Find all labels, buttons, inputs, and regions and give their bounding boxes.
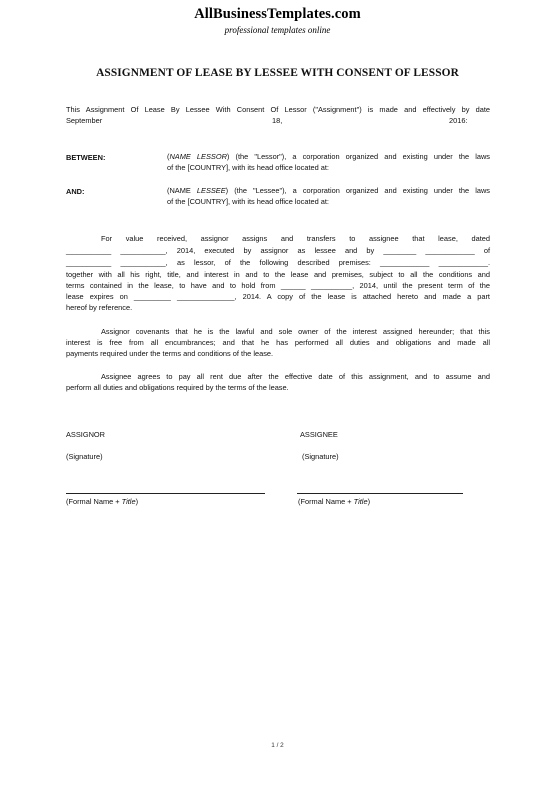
lessee-name-prefix: (NAME: [167, 186, 191, 195]
page-number: 1 / 2: [271, 742, 284, 749]
lessor-line-1: (NAME LESSOR) (the "Lessor"), a corporation organized and existing under the laws: [167, 152, 491, 161]
assignee-signature-line: [297, 493, 463, 494]
lessor-line-2: of the [COUNTRY], with its head office located at:: [167, 163, 329, 172]
para1-line-1: For value received, assignor assigns and transfers to assignee that lease, dated: [101, 234, 490, 243]
brand-name-bold: AllBusiness: [194, 6, 268, 22]
assignee-formal-title: Title: [353, 497, 368, 506]
lessee-name-placeholder: LESSEE: [196, 186, 226, 195]
lessee-line-1: (NAME LESSEE) (the "Lessee"), a corporation organized and existing under the laws: [167, 186, 490, 195]
para1-line-5: terms contained in the lease, to have and to hold from ______ __________, 2014, until the present term of the: [66, 281, 490, 290]
para1-line-2: ___________ ___________, 2014, executed by assignor as lessee and by ________ ____________ of: [66, 246, 490, 255]
assignee-signature-label: (Signature): [302, 452, 339, 461]
brand-logo: [0, 6, 555, 23]
brand-name-rest: Templates.com: [267, 6, 361, 22]
assignor-formal-title: Title: [121, 497, 136, 506]
para3-line-1: Assignee agrees to pay all rent due after the effective date of this assignment, and to assume and: [101, 372, 490, 381]
para2-line-1: Assignor covenants that he is the lawful and sole owner of the interest assigned hereunder; that this: [101, 327, 490, 336]
lessee-line-2: of the [COUNTRY], with its head office located at:: [167, 197, 329, 206]
intro-line-1: This Assignment Of Lease By Lessee With Consent Of Lessor ("Assignment") is made and effectively by date: [66, 105, 490, 114]
assignor-formal-name: [66, 497, 138, 506]
and-label: AND:: [66, 187, 85, 196]
assignor-signature-line: [66, 493, 265, 494]
lessor-name-placeholder: NAME LESSOR: [169, 152, 227, 161]
assignor-signature-label: (Signature): [66, 452, 103, 461]
para2-line-3: payments required under the terms and conditions of the lease.: [66, 349, 274, 358]
intro-date-day: 18,: [272, 116, 283, 125]
para2-line-2: interest is free from all encumbrances; and that he has performed all duties and obligations and made all: [66, 338, 490, 347]
between-label: BETWEEN:: [66, 153, 106, 162]
assignee-formal-prefix: (Formal Name +: [298, 497, 354, 506]
para1-line-3: ___________ ___________, as lessor, of the following described premises: ____________ ____________.: [66, 258, 490, 267]
intro-date-month: September: [66, 116, 103, 125]
document-title: ASSIGNMENT OF LEASE BY LESSEE WITH CONSENT OF LESSOR: [96, 67, 459, 79]
lessee-line-1-rest: (the "Lessee"), a corporation organized and existing under the laws: [234, 186, 490, 195]
para1-line-4: together with all his right, title, and interest in and to the lease and premises, subject to all the conditions and: [66, 270, 490, 279]
intro-date-year: 2016:: [449, 116, 468, 125]
para1-line-7: hereof by reference.: [66, 303, 133, 312]
assignee-label: ASSIGNEE: [300, 430, 338, 439]
brand-tagline: professional templates online: [224, 25, 331, 35]
para3-line-2: perform all duties and obligations required by the terms of the lease.: [66, 383, 289, 392]
para1-line-6: lease expires on _________ ______________, 2014. A copy of the lease is attached hereto and made a part: [66, 292, 490, 301]
assignee-formal-suffix: ): [367, 497, 371, 506]
assignor-formal-suffix: ): [135, 497, 139, 506]
lessor-line-1-rest: (the "Lessor"), a corporation organized and existing under the laws: [235, 152, 491, 161]
assignor-label: ASSIGNOR: [66, 430, 106, 439]
assignee-formal-name: [298, 497, 370, 506]
assignor-formal-prefix: (Formal Name +: [66, 497, 122, 506]
